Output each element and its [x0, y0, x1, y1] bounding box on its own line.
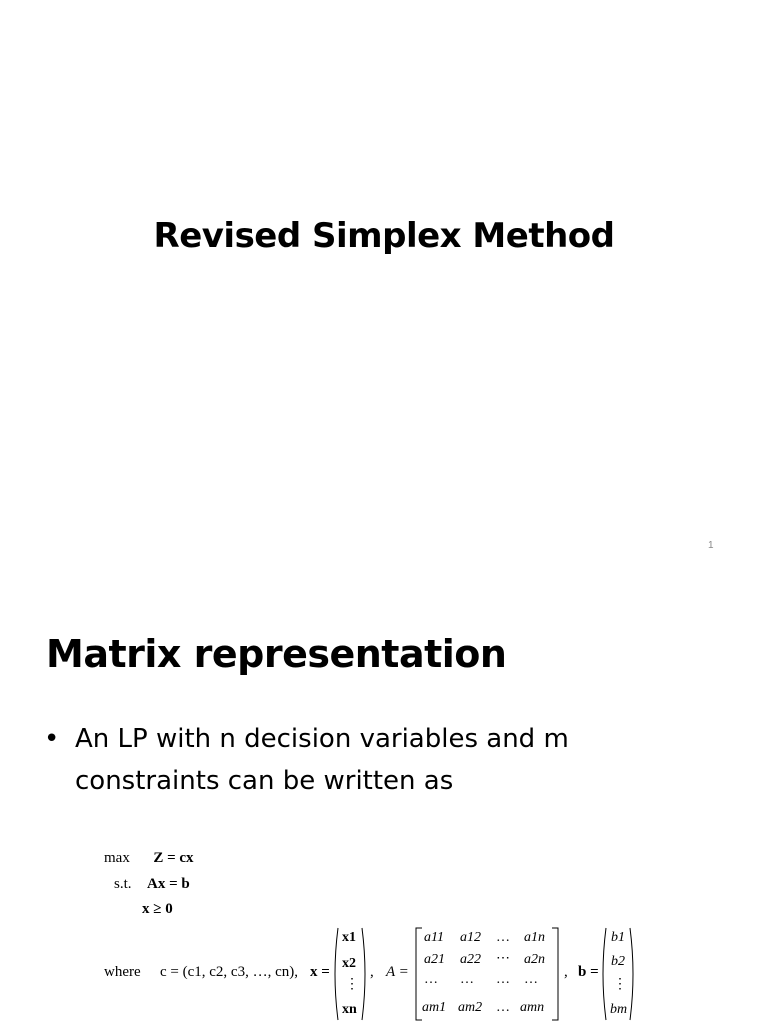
A-cell: am1 [422, 1000, 447, 1015]
objective-expression: Z = cx [153, 850, 194, 866]
x-vector [332, 926, 368, 1022]
A-matrix [414, 926, 560, 1022]
A-cell: ⋯ [496, 951, 510, 966]
constraint-row [114, 876, 190, 893]
where-label: where [104, 964, 141, 980]
A-cell: a12 [460, 930, 481, 945]
b-vector-entry: b2 [611, 954, 625, 969]
b-vector-entry: bm [610, 1002, 628, 1017]
slide-title: Revised Simplex Method [153, 216, 615, 256]
constraint-label: s.t. [114, 876, 132, 892]
b-vector [600, 926, 636, 1022]
A-cell: … [496, 1000, 510, 1015]
constraint-expression: Ax = b [147, 876, 190, 892]
A-cell: a1n [524, 930, 545, 945]
x-vector-entry: xn [342, 1002, 357, 1017]
A-cell: … [460, 972, 474, 987]
slide-2 [0, 600, 768, 1024]
b-label: b = [578, 964, 599, 980]
bullet-text: An LP with n decision variables and m constraints can be written as [75, 724, 569, 796]
b-vector-entry: b1 [611, 930, 625, 945]
nonnegativity-row: x ≥ 0 [142, 901, 173, 917]
A-cell: … [496, 930, 510, 945]
A-cell: … [424, 972, 438, 987]
A-cell: am2 [458, 1000, 483, 1015]
A-cell: a21 [424, 952, 445, 967]
A-cell: a2n [524, 952, 545, 967]
comma: , [564, 964, 568, 980]
c-definition: c = (c1, c2, c3, …, cn), [160, 964, 298, 980]
A-cell: a11 [424, 930, 444, 945]
comma: , [370, 964, 374, 980]
objective-label: max [104, 850, 130, 866]
x-vector-entry: x1 [342, 930, 356, 945]
A-cell: a22 [460, 952, 481, 967]
x-vector-entry: ⋮ [345, 977, 359, 992]
bullet-icon: • [44, 724, 60, 754]
x-vector-entry: x2 [342, 956, 356, 971]
A-cell: … [496, 972, 510, 987]
objective-row [104, 850, 194, 867]
lp-formulation [0, 600, 768, 1024]
A-label: A = [386, 964, 409, 980]
b-vector-entry: ⋮ [613, 977, 627, 992]
A-cell: amn [520, 1000, 545, 1015]
page-number: 1 [708, 540, 714, 551]
A-cell: … [524, 972, 538, 987]
x-label: x = [310, 964, 330, 980]
section-title: Matrix representation [46, 632, 507, 676]
